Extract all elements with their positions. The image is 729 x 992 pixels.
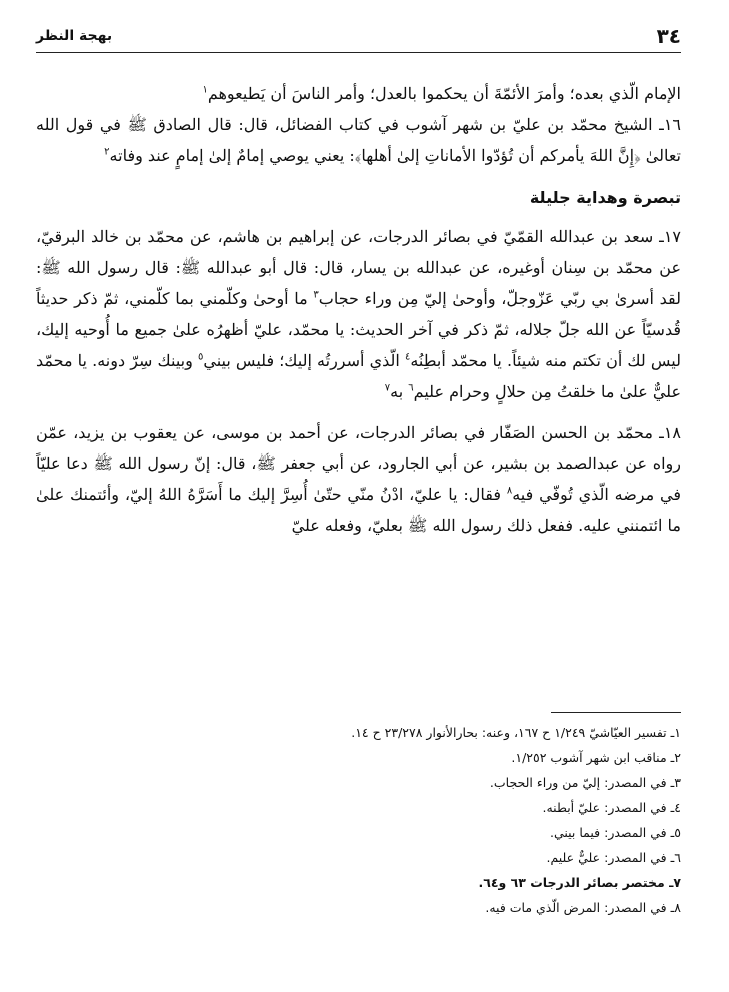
footnote-ref: ٨ <box>506 485 513 497</box>
footnote-item: ٨ـ في المصدر: المرض الّذي مات فيه. <box>485 900 681 915</box>
page-header <box>36 22 681 52</box>
footnote-item: ٦ـ في المصدر: عليٌّ عليم. <box>546 850 681 865</box>
footnote-ref: ٢ <box>104 146 110 158</box>
footnote-item: ٤ـ في المصدر: عليّ أبطنه. <box>542 800 681 815</box>
footnote-rule <box>551 712 681 713</box>
paragraph-18 <box>36 417 681 541</box>
main-text <box>36 78 681 541</box>
footnotes <box>51 720 681 920</box>
section-heading: تبصرة وهداية جليلة <box>529 188 681 207</box>
running-title: بهجة النظر <box>36 28 113 44</box>
paragraph-gap <box>36 407 681 417</box>
paragraph-text: ١٦ـ الشيخ محمّد بن عليّ بن شهر آشوب في كتاب الفضائل، قال: قال الصادق ﷺ في قول الله تعالىٰ ﴿إِنَّ اللهَ يأمركم أن تُؤدّوا الأماناتِ إلىٰ أهلها﴾: يعني يوصي إمامٌ إلىٰ إمامٍ عند وفاته <box>36 115 681 165</box>
paragraph-text: ١٧ـ سعد بن عبدالله القمّيّ في بصائر الدرجات، عن إبراهيم بن هاشم، عن محمّد بن خالد البرقيّ، عن محمّد بن سِنان أوغيره، عن عبدالله بن يسار، قال: قال أبو عبدالله ﷺ: قال رسول الله ﷺ: لقد أسرىٰ بي ربّي عَزّوجلّ، وأوحىٰ إليّ مِن وراء حجاب <box>36 227 682 308</box>
footnote-ref: ٣ <box>313 289 319 301</box>
footnote-item: ٣ـ في المصدر: إليّ من وراء الحجاب. <box>489 775 681 790</box>
header-rule <box>36 52 681 53</box>
paragraph-text: ما أوحىٰ وكلّمني بما كلّمني، ثمّ ذكر حديثاً قُدسيّاً عن الله جلّ جلاله، ثمّ ذكر في آخر الحديث: يا محمّد، عليّ أظهرُه علىٰ جميع ما أُوحيه إليك، ليس لك أن تكتم منه شيئاً. يا محمّد أبطِنُه <box>36 289 682 370</box>
footnote-ref: ٥ <box>197 351 204 363</box>
paragraph-text: ١٨ـ محمّد بن الحسن الصَفّار في بصائر الدرجات، عن أحمد بن موسى، عن يعقوب بن يزيد، عمّن رواه عن عبدالصمد بن بشير، عن أبي الجارود، عن أبي جعفر ﷺ، قال: إنّ رسول الله ﷺ دعا عليّاً في مرضه الّذي تُوفّي فيه <box>36 423 681 504</box>
paragraph-text: وبينك سِرّ دونه. يا محمّد عليٌّ علىٰ ما خلقتُ مِن حلالٍ وحرام عليم <box>36 351 681 401</box>
paragraph-17 <box>36 221 681 407</box>
footnote-ref: ٤ <box>404 351 411 363</box>
page-number: ٣٤ <box>656 24 681 48</box>
footnote-item: ١ـ تفسير العيّاشيّ ١/٢٤٩ ح ١٦٧، وعنه: بحارالأنوار ٢٣/٢٧٨ ح ١٤. <box>351 725 681 740</box>
footnote-item: ٥ـ في المصدر: فيما بيني. <box>549 825 681 840</box>
footnote-item: ٧ـ مختصر بصائر الدرجات ٦٣ و٦٤. <box>478 875 681 890</box>
paragraph-text: به <box>390 382 409 401</box>
footnote-ref: ٧ <box>384 382 391 394</box>
paragraph-text: الّذي أسررتُه إليك؛ فليس بيني <box>203 351 405 370</box>
footnote-item: ٢ـ مناقب ابن شهر آشوب ١/٢٥٢. <box>511 750 681 765</box>
paragraph-text: فقال: يا عليّ، ادْنُ منّي حتّىٰ أُسِرَّ إليك ما أَسَرَّهُ اللهُ إليّ، وأئتمنك علىٰ ما ائتمنني عليه. ففعل ذلك رسول الله ﷺ بعليّ، وفعله عليّ <box>36 485 681 535</box>
footnote-ref: ٦ <box>408 382 414 394</box>
paragraph-16 <box>36 109 681 171</box>
paragraph-continuation <box>36 78 681 109</box>
paragraph-text: الإمام الّذي بعده؛ وأمرَ الأئمّةَ أن يحكموا بالعدل؛ وأمر الناسَ أن يَطيعوهم <box>207 84 681 103</box>
footnote-ref: ١ <box>202 84 208 96</box>
